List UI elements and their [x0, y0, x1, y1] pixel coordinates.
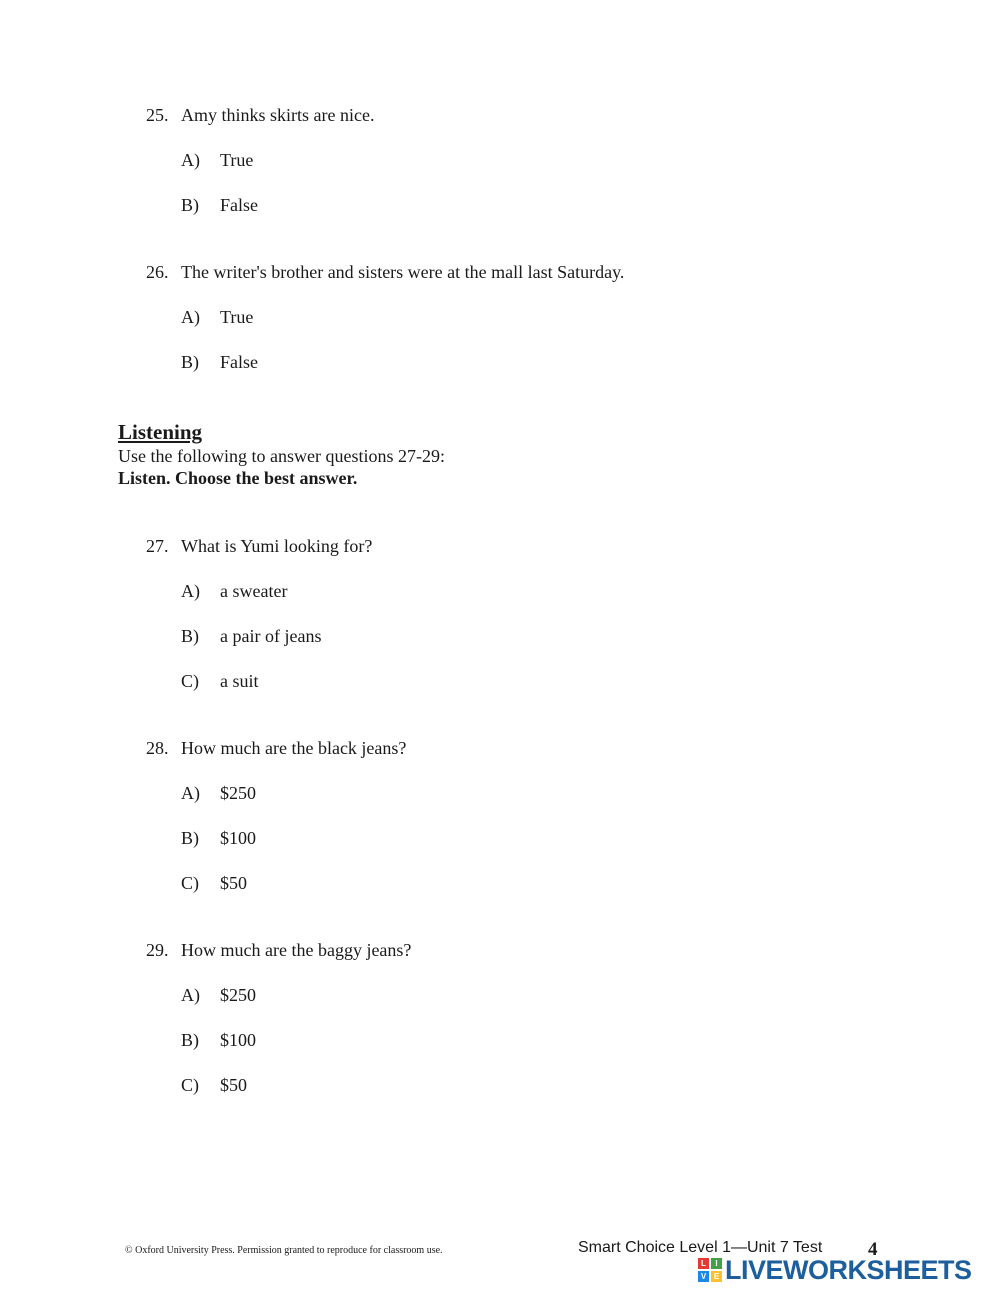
- option-text: a pair of jeans: [220, 626, 322, 646]
- liveworksheets-logo[interactable]: [698, 1256, 972, 1284]
- option-text: False: [220, 195, 258, 215]
- option-letter: A): [181, 581, 200, 601]
- option-letter: C): [181, 1075, 199, 1095]
- logo-block-v: V: [698, 1271, 709, 1282]
- question-number: 27.: [146, 536, 169, 556]
- logo-text: LIVEWORKSHEETS: [725, 1255, 972, 1285]
- question-28: [146, 737, 406, 759]
- option-letter: B): [181, 195, 199, 215]
- section-title: Listening: [118, 420, 203, 444]
- option-text: $50: [220, 873, 247, 893]
- option-letter: C): [181, 671, 199, 691]
- option-26-a[interactable]: [181, 306, 253, 328]
- option-28-c[interactable]: [181, 872, 247, 894]
- logo-live-blocks-icon: [698, 1258, 722, 1282]
- question-number: 28.: [146, 738, 169, 758]
- option-text: a sweater: [220, 581, 288, 601]
- logo-block-i: I: [711, 1258, 722, 1269]
- question-text: The writer's brother and sisters were at the mall last Saturday.: [181, 262, 625, 282]
- question-25: [146, 104, 374, 126]
- question-text: How much are the black jeans?: [181, 738, 407, 758]
- question-number: 25.: [146, 105, 169, 125]
- option-text: $250: [220, 985, 256, 1005]
- question-number: 26.: [146, 262, 169, 282]
- option-text: True: [220, 307, 254, 327]
- option-28-b[interactable]: [181, 827, 256, 849]
- option-letter: A): [181, 150, 200, 170]
- section-direction: Listen. Choose the best answer.: [118, 468, 358, 488]
- option-25-b[interactable]: [181, 194, 258, 216]
- section-instruction: Use the following to answer questions 27-29:: [118, 446, 445, 466]
- option-27-c[interactable]: [181, 670, 259, 692]
- option-text: $50: [220, 1075, 247, 1095]
- question-text: How much are the baggy jeans?: [181, 940, 412, 960]
- option-29-c[interactable]: [181, 1074, 247, 1096]
- question-29: [146, 939, 411, 961]
- option-letter: A): [181, 783, 200, 803]
- option-letter: A): [181, 985, 200, 1005]
- option-letter: B): [181, 626, 199, 646]
- question-27: [146, 535, 372, 557]
- option-text: $100: [220, 828, 256, 848]
- copyright-notice: © Oxford University Press. Permission granted to reproduce for classroom use.: [125, 1245, 443, 1256]
- question-text: What is Yumi looking for?: [181, 536, 373, 556]
- option-letter: B): [181, 828, 199, 848]
- option-28-a[interactable]: [181, 782, 256, 804]
- question-number: 29.: [146, 940, 169, 960]
- option-letter: A): [181, 307, 200, 327]
- option-25-a[interactable]: [181, 149, 253, 171]
- option-text: $100: [220, 1030, 256, 1050]
- option-text: True: [220, 150, 254, 170]
- option-text: $250: [220, 783, 256, 803]
- test-name: Smart Choice Level 1—Unit 7 Test: [578, 1239, 823, 1256]
- option-29-a[interactable]: [181, 984, 256, 1006]
- option-text: False: [220, 352, 258, 372]
- option-letter: B): [181, 352, 199, 372]
- option-letter: B): [181, 1030, 199, 1050]
- option-text: a suit: [220, 671, 259, 691]
- question-26: [146, 261, 624, 283]
- option-letter: C): [181, 873, 199, 893]
- option-27-b[interactable]: [181, 625, 321, 647]
- logo-block-l: L: [698, 1258, 709, 1269]
- page-number: 4: [868, 1239, 878, 1260]
- question-text: Amy thinks skirts are nice.: [181, 105, 375, 125]
- option-27-a[interactable]: [181, 580, 287, 602]
- option-29-b[interactable]: [181, 1029, 256, 1051]
- logo-block-e: E: [711, 1271, 722, 1282]
- option-26-b[interactable]: [181, 351, 258, 373]
